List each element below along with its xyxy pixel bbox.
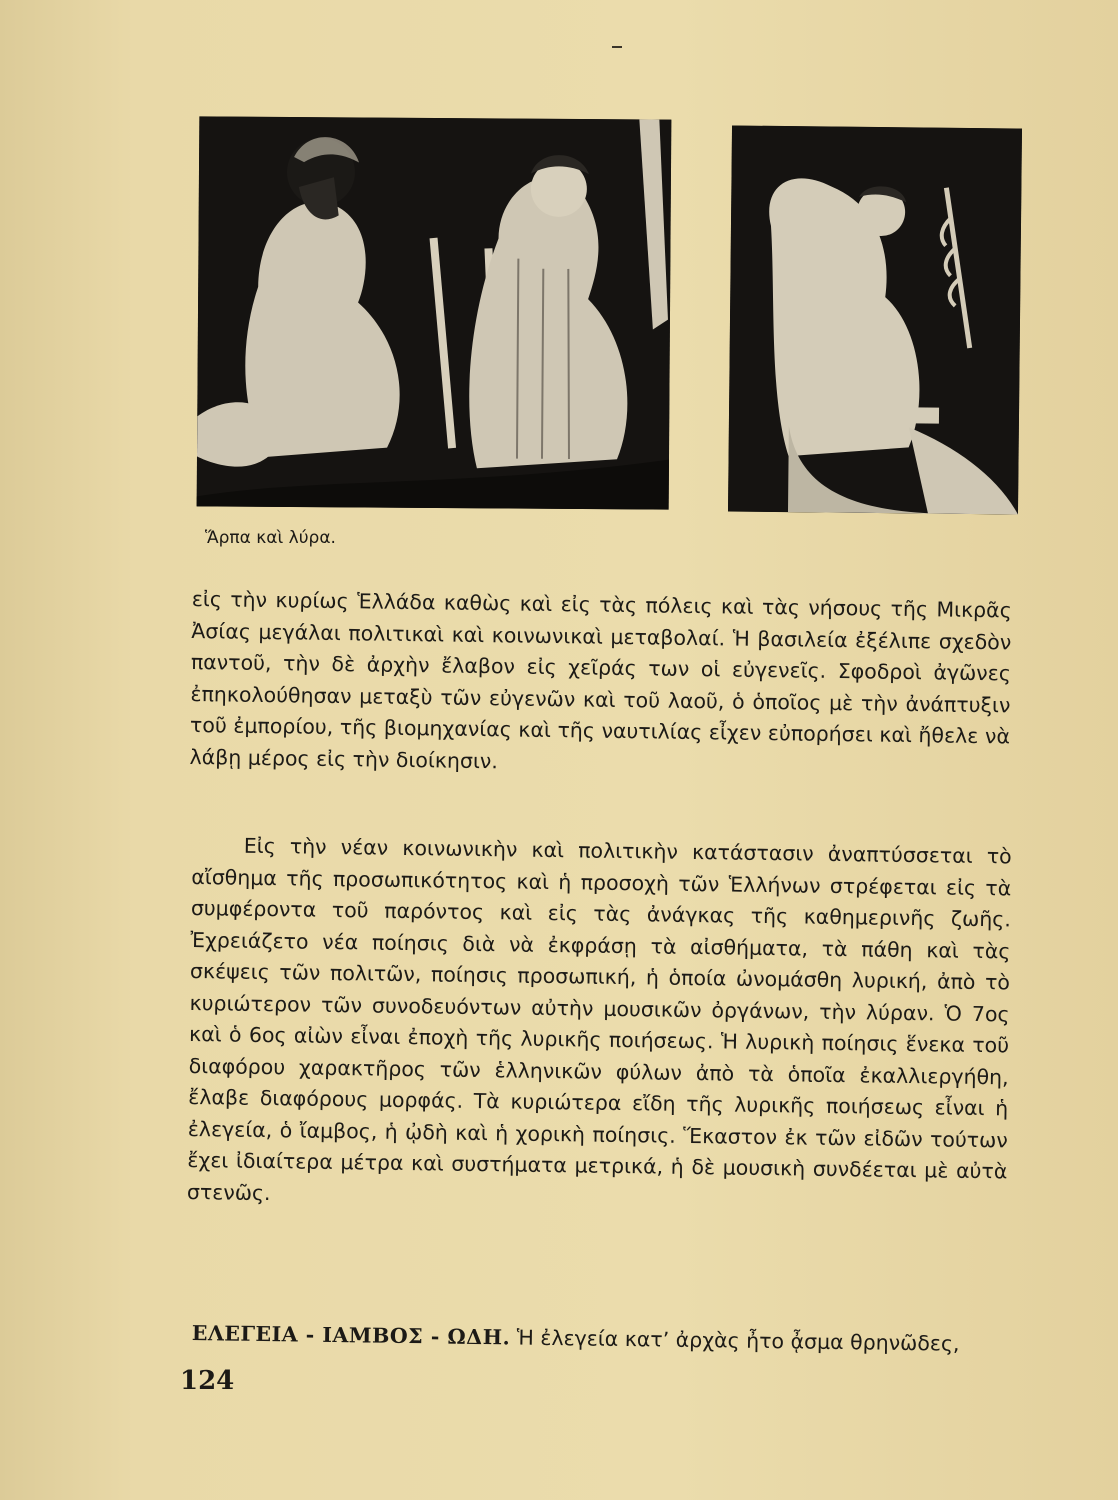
figure-caption: Ἅρπα καὶ λύρα. — [205, 528, 336, 548]
top-mark — [612, 46, 622, 48]
body-paragraph-2 — [187, 830, 1012, 1219]
section-text: Ἡ ἐλεγεία κατ’ ἀρχὰς ἦτο ᾆσμα θρηνῶδες, — [510, 1325, 960, 1356]
vase-painting-lyre-players — [197, 116, 672, 509]
paragraph-text: εἰς τὴν κυρίως Ἑλλάδα καθὼς καὶ εἰς τὰς πόλεις καὶ τὰς νήσους τῆς Μικρᾶς Ἀσίας μεγάλαι πολιτικαὶ καὶ κοινωνικαὶ μεταβολαί. Ἡ βασιλεία ἐξέλιπε σχεδὸν παντοῦ, τὴν δὲ ἀρχὴν ἔλαβον εἰς χεῖράς των οἱ εὐγενεῖς. Σφοδροὶ ἀγῶνες ἐπηκολούθησαν μεταξὺ τῶν εὐγενῶν καὶ τοῦ λαοῦ, ὁ ὁποῖος μὲ τὴν ἀνάπτυξιν τοῦ ἐμπορίου, τῆς βιομηχανίας καὶ τῆς ναυτιλίας εἶχεν εὐπορήσει καὶ ἤθελε νὰ λάβῃ μέρος εἰς τὴν διοίκησιν. — [189, 586, 1012, 773]
paragraph-text: Εἰς τὴν νέαν κοινωνικὴν καὶ πολιτικὴν κατάστασιν ἀναπτύσσεται τὸ αἴσθημα τῆς προσωπικότητος καὶ ἡ προσοχὴ τῶν Ἑλλήνων στρέφεται εἰς τὰ συμφέροντα τοῦ παρόντος καὶ εἰς τὰς ἀνάγκας τῆς καθημερινῆς ζωῆς. Ἐχρειάζετο νέα ποίησις διὰ νὰ ἐκφράσῃ τὰ αἰσθήματα, τὰ πάθη καὶ τὰς σκέψεις τῶν πολιτῶν, ποίησις προσωπική, ἡ ὁποία ὠνομάσθη λυρική, ἀπὸ τὸ κυριώτερον τῶν συνοδευόντων αὐτὴν μουσικῶν ὀργάνων, τὴν λύραν. Ὁ 7ος καὶ ὁ 6ος αἰὼν εἶναι ἐποχὴ τῆς λυρικῆς ποιήσεως. Ἡ λυρικὴ ποίησις ἕνεκα τοῦ διαφόρου χαρακτῆρος τῶν ἑλληνικῶν φύλων ἀπὸ τὰ ὁποῖα ἐκαλλιεργήθη, ἔλαβε διαφόρους μορφάς. Τὰ κυριώτερα εἴδη τῆς λυρικῆς ποιήσεως εἶναι ἡ ἐλεγεία, ὁ ἴαμβος, ἡ ᾠδὴ καὶ ἡ χορικὴ ποίησις. Ἕκαστον ἐκ τῶν εἰδῶν τούτων ἔχει ἰδιαίτερα μέτρα καὶ συστήματα μετρικά, ἡ δὲ μουσικὴ συνδέεται μὲ αὐτὰ στενῶς. — [186, 833, 1012, 1205]
body-paragraph-1 — [189, 584, 1012, 784]
vase-painting-seated-woman — [728, 125, 1022, 514]
section-heading: ΕΛΕΓΕΙΑ - ΙΑΜΒΟΣ - ΩΔΗ. — [191, 1320, 511, 1350]
page-number: 124 — [180, 1366, 235, 1396]
